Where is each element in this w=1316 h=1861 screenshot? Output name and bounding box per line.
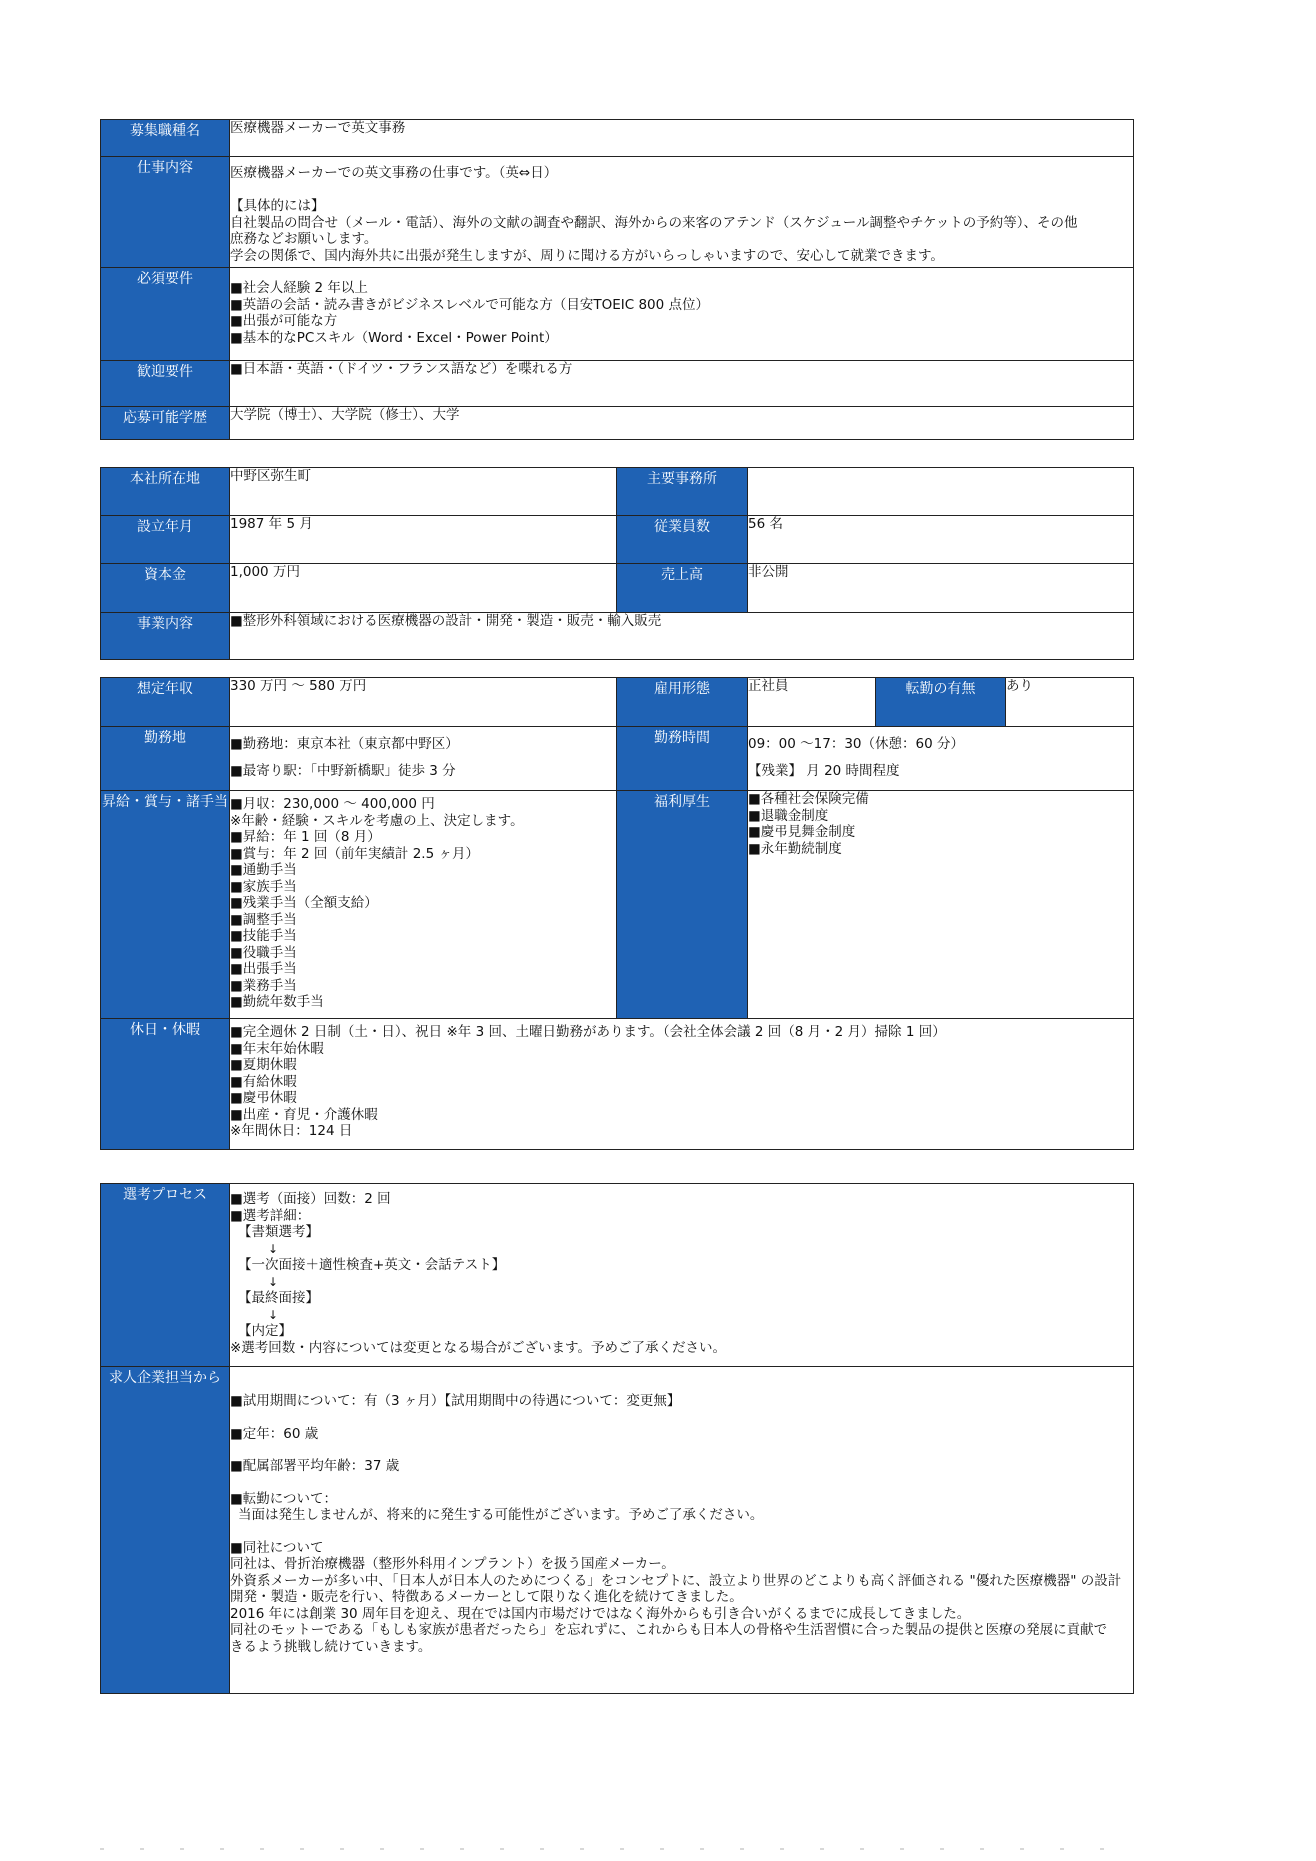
row-hq (101, 468, 1134, 516)
average-age-line: ■配属部署平均年齢：37 歳 (230, 1458, 400, 1474)
transfer-value: あり (1006, 678, 1134, 727)
job-content-line (230, 182, 1133, 199)
process-step-3: 【最終面接】 (238, 1290, 319, 1306)
welfare-line: ■慶弔見舞金制度 (748, 824, 856, 840)
founded-value: 1987 年 5 月 (230, 516, 617, 564)
row-raise-welfare (101, 791, 1134, 1019)
company-title-line: ■同社について (230, 1539, 324, 1556)
selection-table (100, 1183, 1134, 1694)
employees-label: 従業員数 (617, 516, 748, 564)
company-line: 同社のモットーである「もしも家族が患者だったら」を忘れずに、これからも日本人の骨格や生活習慣に合った製品の提供と医療の発展に貢献で (230, 1622, 1108, 1638)
required-value (230, 268, 1134, 361)
row-salary (101, 678, 1134, 727)
conditions-table (100, 677, 1134, 1150)
company-line: 2016 年には創業 30 周年目を迎え、現在では国内市場だけではなく海外からも引き合いがくるまでに成長してきました。 (230, 1605, 971, 1622)
welfare-label: 福利厚生 (617, 791, 748, 1019)
row-founded (101, 516, 1134, 564)
required-line: ■社会人経験 2 年以上 (230, 280, 368, 296)
row-required (101, 268, 1134, 361)
company-line: 外資系メーカーが多い中、「日本人が日本人のためにつくる」をコンセプトに、設立より世界のどこよりも高く評価される "優れた医療機器" の設計 (230, 1572, 1122, 1589)
welfare-line: ■永年勤続制度 (748, 840, 842, 857)
transfer-label: 転勤の有無 (876, 678, 1006, 727)
holiday-line: ■慶弔休暇 (230, 1090, 297, 1106)
row-business (101, 613, 1134, 660)
process-count: ■選考（面接）回数：2 回 (230, 1191, 391, 1207)
holiday-line: ■出産・育児・介護休暇 (230, 1106, 378, 1123)
founded-label: 設立年月 (101, 516, 230, 564)
row-job-title (101, 120, 1134, 157)
sales-value: 非公開 (748, 564, 1134, 613)
raise-label: 昇給・賞与・諸手当 (101, 791, 230, 1019)
process-detail-title: ■選考詳細： (230, 1207, 311, 1224)
welfare-value (748, 791, 1134, 1019)
company-table (100, 467, 1134, 660)
job-content-line: 医療機器メーカーでの英文事務の仕事です。（英⇔日） (230, 165, 558, 181)
hq-label: 本社所在地 (101, 468, 230, 516)
required-line: ■基本的なPCスキル（Word・Excel・Power Point） (230, 329, 558, 346)
capital-value: 1,000 万円 (230, 564, 617, 613)
process-value (230, 1184, 1134, 1367)
scan-edge-artifact (100, 1848, 1134, 1850)
raise-line: ■勤続年数手当 (230, 994, 324, 1010)
education-value: 大学院（博士）、大学院（修士）、大学 (230, 407, 1134, 440)
raise-line: ■月収：230,000 ～ 400,000 円 (230, 796, 435, 812)
process-step-1: 【書類選考】 (238, 1224, 319, 1240)
from-recruiter-label: 求人企業担当から (101, 1367, 230, 1694)
welfare-line: ■退職金制度 (748, 807, 829, 824)
raise-value (230, 791, 617, 1019)
holiday-line: ※年間休日：124 日 (230, 1123, 353, 1139)
employees-value: 56 名 (748, 516, 1134, 564)
salary-value: 330 万円 ～ 580 万円 (230, 678, 617, 727)
company-line: 同社は、骨折治療機器（整形外科用インプラント）を扱う国産メーカー。 (230, 1556, 675, 1572)
job-overview-table (100, 119, 1134, 440)
raise-line: ■役職手当 (230, 944, 297, 961)
company-line: 開発・製造・販売を行い、特徴あるメーカーとして限りなく進化を続けてきました。 (230, 1589, 743, 1605)
holidays-value (230, 1019, 1134, 1150)
row-from-recruiter (101, 1367, 1134, 1694)
row-education (101, 407, 1134, 440)
location-line: ■勤務地：東京本社（東京都中野区） (230, 736, 459, 752)
nearest-station-line: ■最寄り駅：「中野新橋駅」徒歩 3 分 (230, 762, 456, 779)
row-process (101, 1184, 1134, 1367)
raise-line: ■出張手当 (230, 961, 297, 977)
trial-period-line: ■試用期間について：有（3 ヶ月）【試用期間中の待遇について：変更無】 (230, 1393, 681, 1409)
holiday-line: ■夏期休暇 (230, 1057, 297, 1073)
required-label: 必須要件 (101, 268, 230, 361)
sales-label: 売上高 (617, 564, 748, 613)
business-label: 事業内容 (101, 613, 230, 660)
company-line: きるよう挑戦し続けていきます。 (230, 1638, 432, 1655)
job-content-label: 仕事内容 (101, 157, 230, 268)
row-job-content (101, 157, 1134, 268)
employment-label: 雇用形態 (617, 678, 748, 727)
hours-value (748, 727, 1134, 791)
raise-line: ■残業手当（全額支給） (230, 895, 378, 911)
hq-value: 中野区弥生町 (230, 468, 617, 516)
down-arrow-icon: ↓ (268, 1307, 279, 1322)
raise-line: ■業務手当 (230, 977, 297, 994)
transfer-title-line: ■転勤について： (230, 1490, 337, 1507)
process-step-2: 【一次面接＋適性検査+英文・会話テスト】 (238, 1257, 506, 1273)
row-holidays (101, 1019, 1134, 1150)
row-welcome (101, 361, 1134, 407)
holiday-line: ■年末年始休暇 (230, 1040, 324, 1057)
location-value (230, 727, 617, 791)
raise-line: ■調整手当 (230, 911, 297, 928)
main-office-label: 主要事務所 (617, 468, 748, 516)
main-office-value (748, 468, 1134, 516)
process-note: ※選考回数・内容については変更となる場合がございます。予めご了承ください。 (230, 1339, 726, 1356)
holiday-line: ■完全週休 2 日制（土・日）、祝日 ※年 3 回、土曜日勤務があります。（会社全体会議 2 回（8 月・2 月）掃除 1 回） (230, 1024, 946, 1040)
down-arrow-icon: ↓ (268, 1274, 279, 1289)
holiday-line: ■有給休暇 (230, 1073, 297, 1090)
welcome-value: ■日本語・英語・（ドイツ・フランス語など）を喋れる方 (230, 361, 1134, 407)
welfare-line: ■各種社会保険完備 (748, 791, 869, 807)
down-arrow-icon: ↓ (268, 1241, 279, 1256)
raise-line: ※年齢・経験・スキルを考慮の上、決定します。 (230, 812, 524, 829)
hours-line: 09：00 ～17：30（休憩：60 分） (748, 736, 964, 752)
job-content-line: 自社製品の問合せ（メール・電話）、海外の文献の調査や翻訳、海外からの来客のアテンド（スケジュール調整やチケットの予約等）、その他 (230, 214, 1078, 231)
raise-line: ■昇給：年 1 回（8 月） (230, 829, 381, 845)
overtime-line: 【残業】 月 20 時間程度 (748, 762, 900, 779)
raise-line: ■通勤手当 (230, 862, 297, 878)
required-line: ■英語の会話・読み書きがビジネスレベルで可能な方（目安TOEIC 800 点位） (230, 296, 710, 313)
raise-line: ■家族手当 (230, 878, 297, 895)
employment-value: 正社員 (748, 678, 876, 727)
row-location (101, 727, 1134, 791)
capital-label: 資本金 (101, 564, 230, 613)
process-step-4: 【内定】 (238, 1323, 292, 1339)
salary-label: 想定年収 (101, 678, 230, 727)
retirement-line: ■定年：60 歳 (230, 1425, 319, 1442)
job-content-line: 庶務などお願いします。 (230, 231, 378, 247)
row-capital (101, 564, 1134, 613)
hours-label: 勤務時間 (617, 727, 748, 791)
required-line: ■出張が可能な方 (230, 313, 338, 329)
job-content-line: 【具体的には】 (230, 198, 325, 214)
job-title-label: 募集職種名 (101, 120, 230, 157)
job-content-line: 学会の関係で、国内海外共に出張が発生しますが、周りに聞ける方がいらっしゃいますので、安心して就業できます。 (230, 247, 944, 264)
holidays-label: 休日・休暇 (101, 1019, 230, 1150)
process-label: 選考プロセス (101, 1184, 230, 1367)
raise-line: ■技能手当 (230, 928, 297, 944)
education-label: 応募可能学歴 (101, 407, 230, 440)
business-value: ■整形外科領域における医療機器の設計・開発・製造・販売・輸入販売 (230, 613, 1134, 660)
job-content-value (230, 157, 1134, 268)
job-title-value: 医療機器メーカーで英文事務 (230, 120, 1134, 157)
from-recruiter-value (230, 1367, 1134, 1694)
transfer-text-line: 当面は発生しませんが、将来的に発生する可能性がございます。予めご了承ください。 (238, 1507, 764, 1523)
raise-line: ■賞与：年 2 回（前年実績計 2.5 ヶ月） (230, 845, 479, 862)
welcome-label: 歓迎要件 (101, 361, 230, 407)
location-label: 勤務地 (101, 727, 230, 791)
